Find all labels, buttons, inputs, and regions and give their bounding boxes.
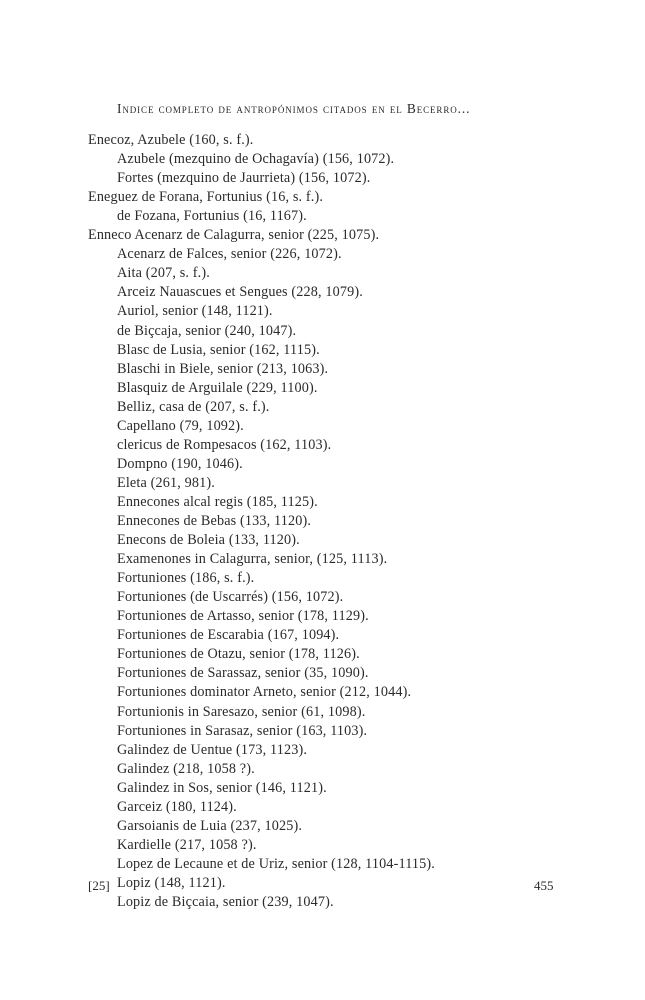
index-entry-sub: Lopez de Lecaune et de Uriz, senior (128, 1104-1115). [117, 855, 435, 872]
index-entry-sub: Auriol, senior (148, 1121). [117, 303, 273, 320]
index-entry-main: Eneguez de Forana, Fortunius (16, s. f.). [88, 189, 324, 206]
index-entry-sub: Azubele (mezquino de Ochagavía) (156, 1072). [117, 151, 395, 168]
index-entry-sub: de Fozana, Fortunius (16, 1167). [117, 208, 307, 225]
index-entry-sub: Ennecones de Bebas (133, 1120). [117, 513, 312, 529]
index-entry-sub: Fortuniones in Sarasaz, senior (163, 1103). [117, 722, 368, 739]
index-entry-sub: Galindez (218, 1058 ?). [117, 760, 255, 777]
index-entry-sub: Kardielle (217, 1058 ?). [117, 836, 257, 853]
index-entry-sub: Fortuniones de Sarassaz, senior (35, 1090). [117, 665, 369, 682]
index-entry-sub: Fortuniones dominator Arneto, senior (212, 1044). [117, 684, 412, 701]
index-entry-sub: Garsoianis de Luia (237, 1025). [117, 817, 303, 834]
index-entry-sub: Fortuniones de Otazu, senior (178, 1126). [117, 646, 360, 663]
footer-section-number: [25] [88, 878, 110, 893]
index-entry-sub: Fortuniones (de Uscarrés) (156, 1072). [117, 589, 344, 606]
index-entry-sub: Enecons de Boleia (133, 1120). [117, 532, 300, 549]
index-entry-sub: Garceiz (180, 1124). [117, 798, 237, 815]
index-entry-sub: Dompno (190, 1046). [117, 455, 243, 472]
index-entry-sub: Eleta (261, 981). [117, 474, 215, 491]
index-entry-main: Enecoz, Azubele (160, s. f.). [88, 132, 254, 148]
index-entry-sub: Arceiz Nauascues et Sengues (228, 1079). [117, 284, 363, 301]
index-entry-sub: Galindez in Sos, senior (146, 1121). [117, 779, 327, 796]
index-entry-sub: Lopiz de Biçcaia, senior (239, 1047). [117, 894, 334, 910]
index-entry-sub: Capellano (79, 1092). [117, 417, 244, 434]
index-entry-sub: Fortes (mezquino de Jaurrieta) (156, 1072). [117, 170, 371, 187]
index-entry-sub: Acenarz de Falces, senior (226, 1072). [117, 246, 342, 263]
index-entry-sub: Fortuniones de Escarabia (167, 1094). [117, 627, 340, 644]
index-entry-sub: Blaschi in Biele, senior (213, 1063). [117, 360, 329, 377]
index-entry-sub: de Biçcaja, senior (240, 1047). [117, 322, 297, 339]
index-entry-sub: Blasquiz de Arguilale (229, 1100). [117, 379, 318, 396]
index-entry-sub: Aita (207, s. f.). [117, 265, 210, 282]
index-entry-main: Enneco Acenarz de Calagurra, senior (225, 1075). [88, 227, 380, 244]
index-entry-sub: Fortuniones de Artasso, senior (178, 1129). [117, 608, 369, 625]
index-entry-sub: Examenones in Calagurra, senior, (125, 1113). [117, 551, 388, 568]
running-head: Indice completo de antropónimos citados en el Becerro... [117, 101, 471, 116]
index-entry-sub: Blasc de Lusia, senior (162, 1115). [117, 341, 320, 358]
index-entry-sub: Fortuniones (186, s. f.). [117, 570, 255, 587]
index-entry-sub: Ennecones alcal regis (185, 1125). [117, 493, 318, 510]
index-entry-sub: Galindez de Uentue (173, 1123). [117, 741, 308, 758]
index-entry-sub: clericus de Rompesacos (162, 1103). [117, 436, 332, 453]
index-entry-sub: Fortunionis in Saresazo, senior (61, 1098). [117, 703, 366, 720]
index-entry-sub: Belliz, casa de (207, s. f.). [117, 398, 270, 415]
index-entry-sub: Lopiz (148, 1121). [117, 874, 226, 891]
page-number: 455 [534, 878, 554, 893]
